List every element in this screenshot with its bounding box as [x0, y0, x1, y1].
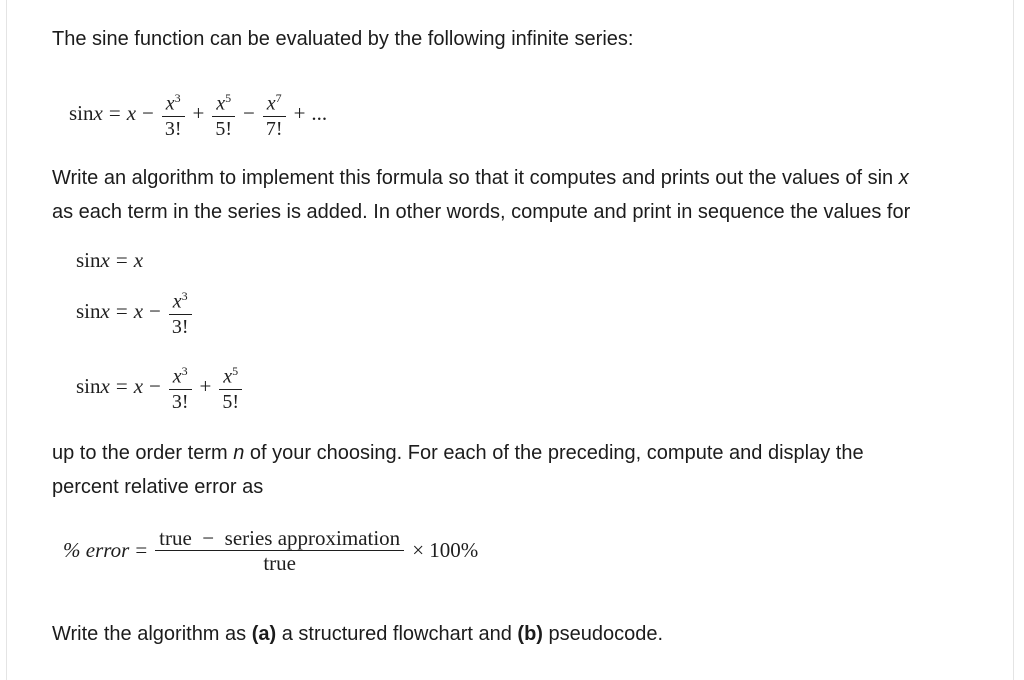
- question-card: [6, 0, 1014, 680]
- error-fraction: [155, 526, 404, 575]
- percent-error-formula: % error = $\frac{\text{true − series approximation}}{\text{true}}$ × 100%: [63, 526, 479, 575]
- step-formula-3: sin x = x − $\frac{x^3}{3!}$ + $\frac{x^5}{5!}$: [76, 359, 244, 414]
- order-line-1: up to the order term n of your choosing. For each of the preceding, compute and display the: [52, 442, 864, 464]
- fraction-x7-over-7factorial: $\frac{x^7}{7!}$: [263, 86, 286, 141]
- fraction-x3-over-3factorial: $\frac{x^3}{3!}$: [162, 86, 185, 141]
- sine-series-formula: sin x = x − $\frac{x^3}{3!}$ + $\frac{x^5}{5!}$ − $\frac{x^7}{7!}$ + ...: [69, 86, 327, 141]
- sin-label: sin: [69, 100, 94, 125]
- error-numerator: true − series approximation: [159, 526, 401, 550]
- task-line-2: as each term in the series is added. In other words, compute and print in sequence the values for: [52, 201, 911, 223]
- final-instruction: Write the algorithm as (a) a structured flowchart and (b) pseudocode.: [52, 623, 664, 645]
- error-lhs: % error: [63, 538, 130, 562]
- order-line-2: percent relative error as: [52, 476, 264, 498]
- intro-text: The sine function can be evaluated by the following infinite series:: [52, 28, 634, 50]
- times-100-percent: × 100%: [412, 538, 479, 562]
- step-formula-1: sin x = x: [76, 248, 144, 272]
- error-denominator: true: [263, 551, 296, 575]
- task-line-1: Write an algorithm to implement this formula so that it computes and prints out the values of sin x: [52, 167, 909, 189]
- fraction-x5-over-5factorial: $\frac{x^5}{5!}$: [212, 86, 235, 141]
- step-formula-2: sin x = x − $\frac{x^3}{3!}$: [76, 284, 194, 339]
